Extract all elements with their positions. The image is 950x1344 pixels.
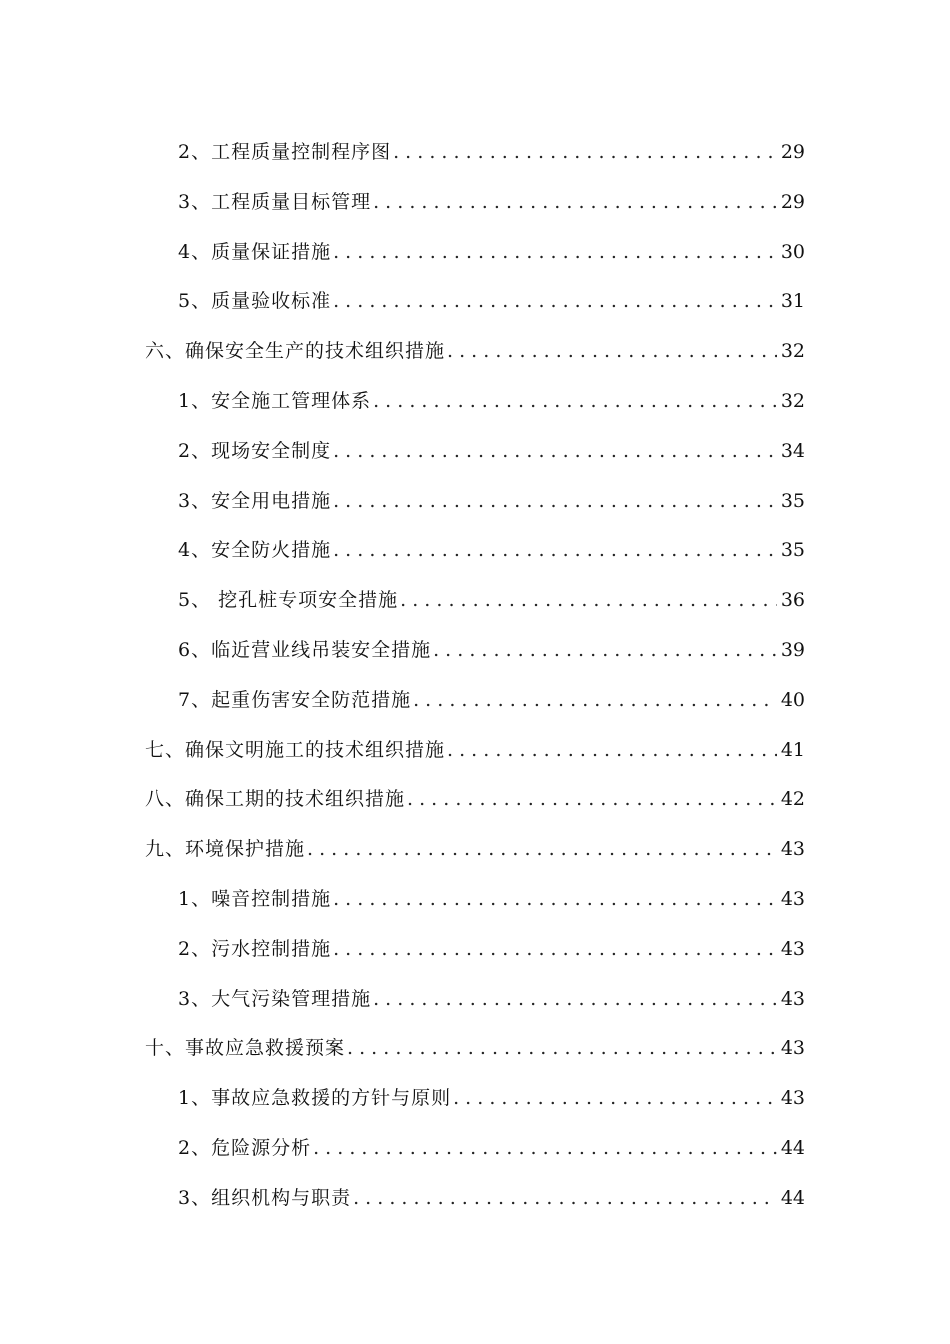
toc-entry[interactable] — [0, 376, 950, 426]
toc-entry-line — [145, 1023, 805, 1073]
toc-page-number: 32 — [780, 390, 805, 412]
toc-entry-line — [178, 476, 805, 526]
toc-entry-title: 1、事故应急救援的方针与原则 — [178, 1087, 452, 1110]
toc-entry-line — [178, 426, 805, 476]
toc-entry-line — [178, 1123, 805, 1173]
toc-entry[interactable] — [0, 874, 950, 924]
toc-entry-title: 2、工程质量控制程序图 — [178, 141, 392, 163]
toc-entry-line — [178, 675, 805, 725]
toc-page-number: 43 — [780, 987, 805, 1010]
toc-page-number: 43 — [780, 1037, 805, 1060]
toc-entry-title: 十、事故应急救援预案 — [145, 1037, 346, 1060]
toc-page-number: 44 — [780, 1137, 805, 1159]
toc-entry[interactable] — [0, 575, 950, 625]
toc-entry[interactable] — [0, 476, 950, 526]
toc-page-number: 32 — [780, 340, 805, 363]
toc-dot-leader — [373, 376, 777, 426]
toc-entry-line — [145, 824, 805, 874]
toc-entry[interactable] — [0, 525, 950, 575]
toc-dot-leader — [313, 1123, 777, 1173]
toc-entry-line — [178, 1073, 805, 1123]
toc-entry-title: 3、大气污染管理措施 — [178, 987, 372, 1010]
toc-dot-leader — [333, 426, 777, 476]
toc-entry-line — [178, 376, 805, 426]
toc-entry[interactable] — [0, 1173, 950, 1223]
toc-page-number: 29 — [780, 141, 805, 163]
toc-dot-leader — [333, 276, 777, 326]
toc-entry-line — [178, 227, 805, 277]
toc-entry-title: 6、临近营业线吊装安全措施 — [178, 639, 432, 661]
toc-page-number: 34 — [780, 439, 805, 462]
toc-entry-title: 4、安全防火措施 — [178, 539, 332, 562]
toc-entry[interactable] — [0, 1123, 950, 1173]
toc-page-number: 29 — [780, 190, 805, 213]
toc-entry-line — [178, 924, 805, 974]
toc-page-number: 43 — [780, 838, 805, 861]
toc-entry[interactable] — [0, 774, 950, 824]
toc-entry[interactable] — [0, 625, 950, 675]
toc-dot-leader — [347, 1023, 777, 1073]
toc-entry[interactable] — [0, 227, 950, 277]
toc-entry-title: 4、质量保证措施 — [178, 240, 332, 263]
toc-dot-leader — [307, 824, 777, 874]
toc-page-number: 43 — [780, 937, 805, 960]
toc-dot-leader — [333, 874, 777, 924]
toc-page-number: 35 — [780, 539, 805, 562]
toc-entry[interactable] — [0, 177, 950, 227]
toc-entry-title: 3、工程质量目标管理 — [178, 190, 372, 213]
toc-dot-leader — [447, 725, 777, 775]
toc-entry-title: 九、环境保护措施 — [145, 838, 306, 861]
toc-entry[interactable] — [0, 824, 950, 874]
toc-dot-leader — [453, 1073, 777, 1123]
toc-entry-line — [145, 774, 805, 824]
toc-dot-leader — [333, 476, 777, 526]
toc-entry-title: 六、确保安全生产的技术组织措施 — [145, 340, 446, 363]
toc-page-number: 35 — [780, 489, 805, 512]
toc-dot-leader — [333, 924, 777, 974]
toc-page-number: 44 — [780, 1186, 805, 1209]
toc-entry-line — [145, 725, 805, 775]
toc-entry-line — [178, 276, 805, 326]
toc-entry-line — [178, 177, 805, 227]
toc-page-number: 30 — [780, 240, 805, 263]
toc-entry-line — [178, 625, 805, 675]
toc-dot-leader — [433, 625, 777, 675]
toc-entry[interactable] — [0, 675, 950, 725]
toc-entry-title: 八、确保工期的技术组织措施 — [145, 788, 406, 811]
toc-page-number: 41 — [780, 738, 805, 761]
toc-entry-title: 2、污水控制措施 — [178, 937, 332, 960]
toc-entry-title: 2、现场安全制度 — [178, 439, 332, 462]
toc-dot-leader — [333, 525, 777, 575]
toc-dot-leader — [407, 774, 777, 824]
toc-page-number: 43 — [780, 1087, 805, 1110]
toc-entry-title: 7、起重伤害安全防范措施 — [178, 688, 412, 711]
toc-page-number: 31 — [780, 290, 805, 313]
toc-entry-line — [178, 874, 805, 924]
toc-entry-line — [178, 1173, 805, 1223]
toc-entry[interactable] — [0, 326, 950, 376]
toc-page-number: 39 — [780, 639, 805, 661]
toc-entry-line — [178, 525, 805, 575]
toc-entry[interactable] — [0, 974, 950, 1024]
toc-entry[interactable] — [0, 1023, 950, 1073]
toc-entry-title: 1、安全施工管理体系 — [178, 390, 372, 412]
toc-dot-leader — [373, 974, 777, 1024]
toc-entry[interactable] — [0, 1073, 950, 1123]
toc-dot-leader — [353, 1173, 777, 1223]
toc-entry[interactable] — [0, 924, 950, 974]
toc-entry-title: 3、安全用电措施 — [178, 489, 332, 512]
toc-entry-title: 七、确保文明施工的技术组织措施 — [145, 738, 446, 761]
toc-page-number: 36 — [780, 589, 805, 612]
toc-entry-line — [178, 974, 805, 1024]
toc-entry-title: 2、危险源分析 — [178, 1137, 312, 1159]
toc-entry[interactable] — [0, 426, 950, 476]
toc-dot-leader — [413, 675, 777, 725]
toc-dot-leader — [447, 326, 777, 376]
toc-page-number: 40 — [780, 688, 805, 711]
toc-entry-title: 1、噪音控制措施 — [178, 888, 332, 910]
toc-entry-title: 5、质量验收标准 — [178, 290, 332, 313]
toc-dot-leader — [333, 227, 777, 277]
toc-dot-leader — [400, 575, 777, 625]
toc-dot-leader — [373, 177, 777, 227]
toc-entry[interactable] — [0, 725, 950, 775]
toc-page-number: 43 — [780, 888, 805, 910]
toc-entry-title: 5、 挖孔桩专项安全措施 — [178, 589, 399, 612]
toc-entry[interactable] — [0, 127, 950, 177]
toc-entry-line — [178, 127, 805, 177]
toc-entry-line — [178, 575, 805, 625]
toc-page-number: 42 — [780, 788, 805, 811]
toc-dot-leader — [393, 127, 777, 177]
toc-entry[interactable] — [0, 276, 950, 326]
toc-entry-line — [145, 326, 805, 376]
toc-entry-title: 3、组织机构与职责 — [178, 1186, 352, 1209]
